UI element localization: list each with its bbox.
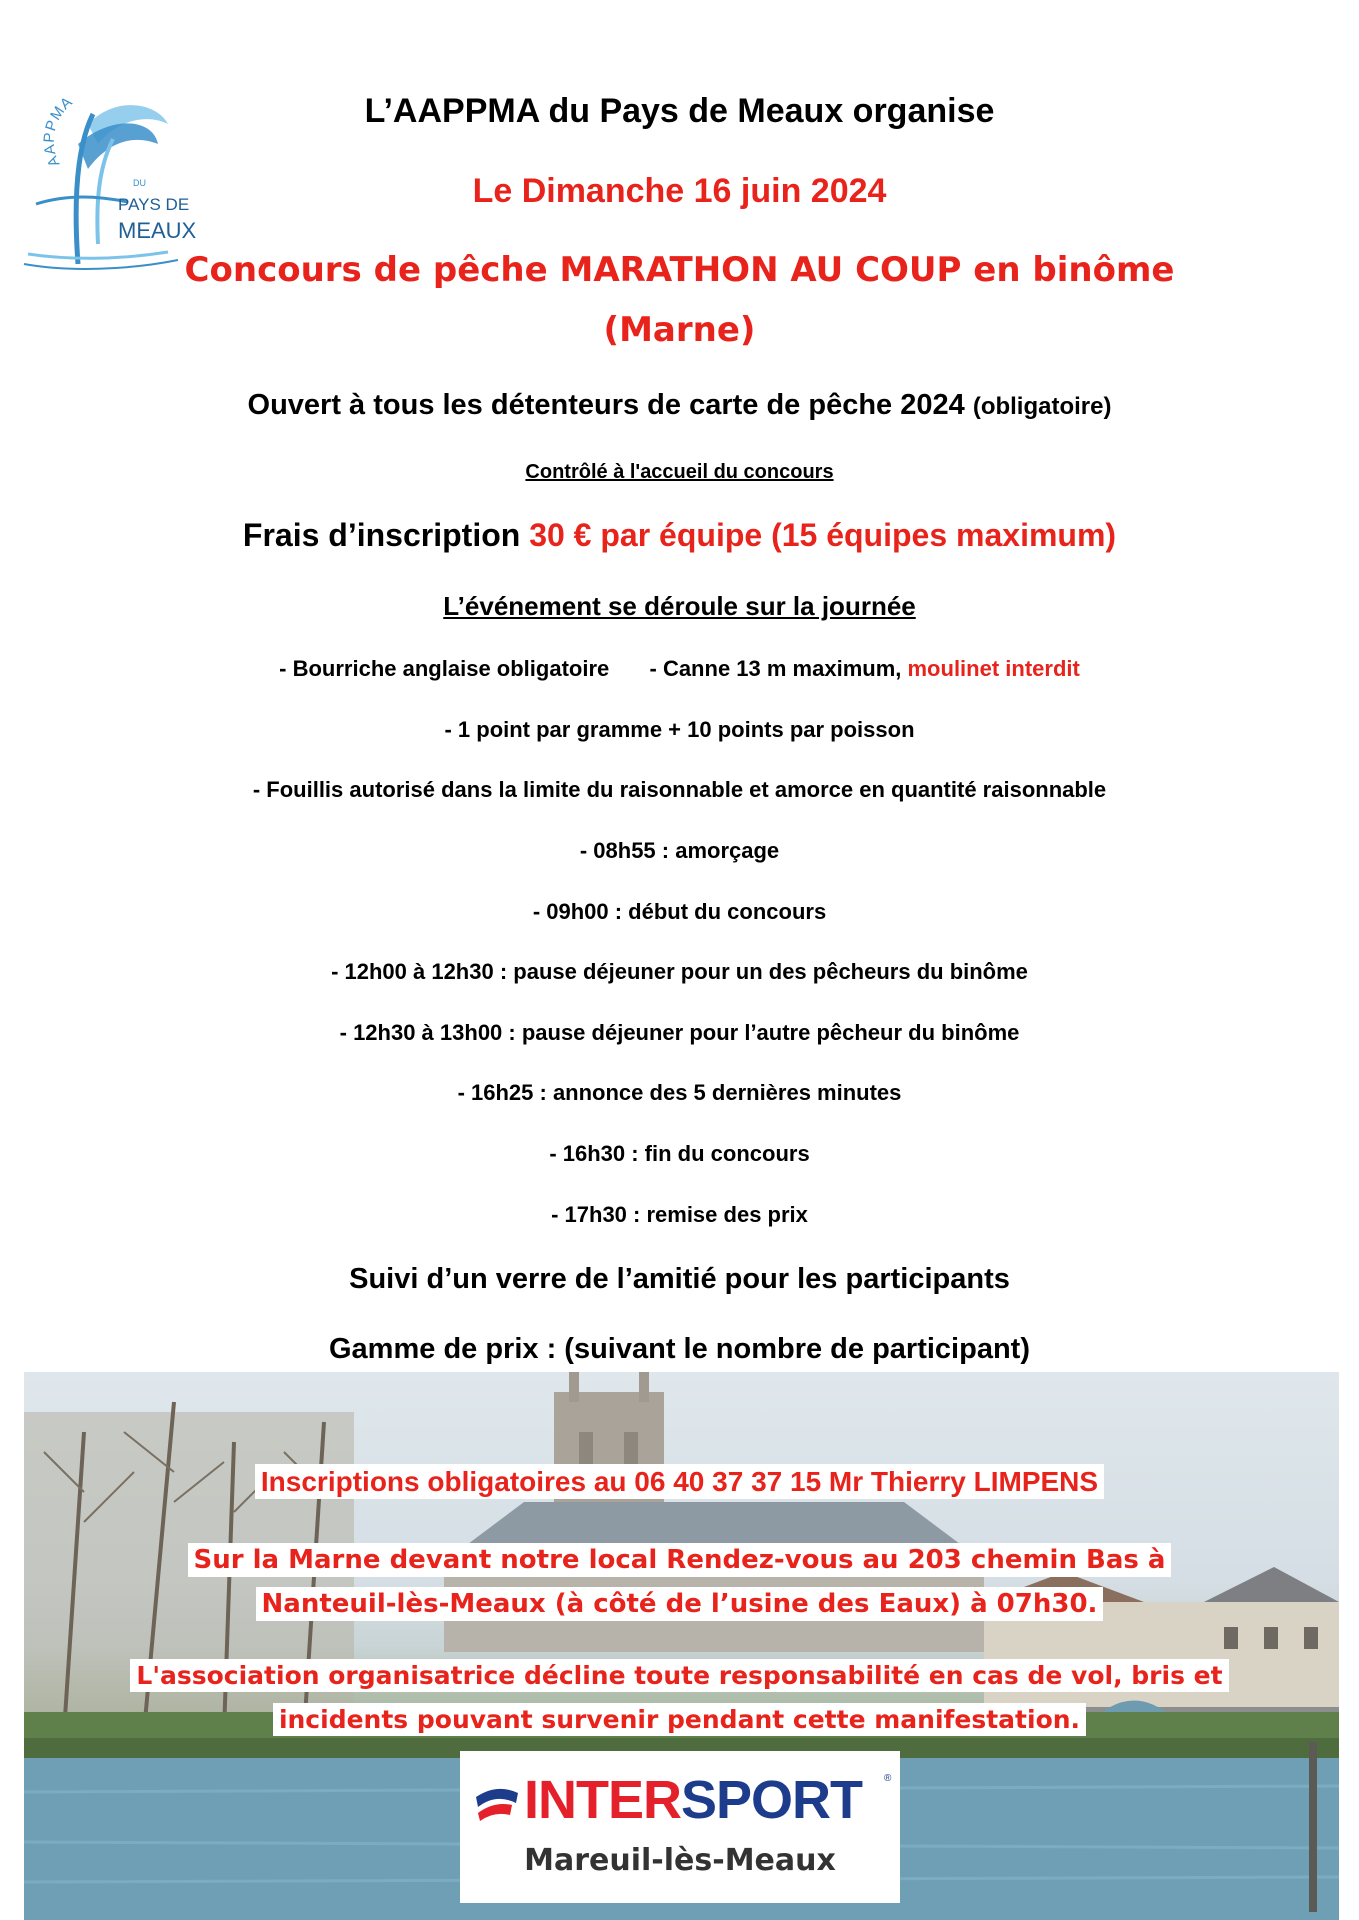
meeting-notice-line1: Sur la Marne devant notre local Rendez-vous au 203 chemin Bas à xyxy=(188,1543,1172,1577)
control-note: Contrôlé à l'accueil du concours xyxy=(525,461,834,483)
schedule-item: - 12h30 à 13h00 : pause déjeuner pour l’autre pêcheur du binôme xyxy=(339,1020,1020,1045)
schedule-item: - 08h55 : amorçage xyxy=(579,838,780,863)
rule-bait: - Fouillis autorisé dans la limite du raisonnable et amorce en quantité raisonnable xyxy=(252,777,1107,802)
schedule-item: - 17h30 : remise des prix xyxy=(551,1202,808,1227)
sponsor-name-sport: SPORT xyxy=(681,1770,863,1830)
rule-points: - 1 point par gramme + 10 points par poisson xyxy=(444,717,915,742)
eligibility-line xyxy=(0,389,1359,422)
prize-range: Gamme de prix : (suivant le nombre de participant) xyxy=(329,1333,1030,1365)
sponsor-name xyxy=(524,1769,862,1831)
registration-notice-wrap xyxy=(0,1466,1359,1498)
disclaimer-line2: incidents pouvant survenir pendant cette manifestation. xyxy=(273,1703,1086,1736)
logo-pays-de: PAYS DE xyxy=(118,195,190,214)
disclaimer-line2-wrap xyxy=(0,1705,1359,1734)
disclaimer-line1: L'association organisatrice décline toute responsabilité en cas de vol, bris et xyxy=(130,1659,1228,1692)
schedule-item: - 16h25 : annonce des 5 dernières minutes xyxy=(457,1080,902,1105)
eligibility-note: (obligatoire) xyxy=(972,393,1112,420)
friendship-drink: Suivi d’un verre de l’amitié pour les participants xyxy=(349,1263,1010,1295)
sponsor-logo xyxy=(460,1751,900,1903)
fees-label: Frais d’inscription xyxy=(242,517,521,553)
logo-arc-text: AAPPMA xyxy=(40,93,77,170)
rule-line-equipment xyxy=(0,656,1359,682)
meeting-notice-line2: Nanteuil-lès-Meaux (à côté de l’usine des Eaux) à 07h30. xyxy=(256,1587,1104,1621)
schedule-item: - 12h00 à 12h30 : pause déjeuner pour un des pêcheurs du binôme xyxy=(331,959,1028,984)
fees-value: 30 € par équipe (15 équipes maximum) xyxy=(529,517,1117,553)
intersport-mark-icon xyxy=(472,1779,522,1825)
logo-du: DU xyxy=(133,178,146,188)
rule-pole: - Canne 13 m maximum, xyxy=(649,656,902,681)
event-location: (Marne) xyxy=(603,310,756,350)
registration-notice: Inscriptions obligatoires au 06 40 37 37 15 Mr Thierry LIMPENS xyxy=(255,1464,1104,1499)
sponsor-registered-mark: ® xyxy=(884,1773,892,1784)
fees-line xyxy=(0,517,1359,554)
schedule-item: - 09h00 : début du concours xyxy=(532,899,827,924)
event-date: Le Dimanche 16 juin 2024 xyxy=(472,172,887,210)
rule-keepnet: - Bourriche anglaise obligatoire xyxy=(279,656,610,681)
organizer-line: L’AAPPMA du Pays de Meaux organise xyxy=(364,92,995,130)
day-heading: L’événement se déroule sur la journée xyxy=(443,591,916,621)
eligibility-text: Ouvert à tous les détenteurs de carte de pêche 2024 xyxy=(247,389,965,421)
event-title: Concours de pêche MARATHON AU COUP en binôme xyxy=(184,250,1175,290)
sponsor-name-inter: INTER xyxy=(524,1770,681,1830)
sponsor-city: Mareuil-lès-Meaux xyxy=(524,1843,836,1878)
meeting-notice-line2-wrap xyxy=(0,1589,1359,1619)
disclaimer-line1-wrap xyxy=(0,1661,1359,1690)
rule-reel-banned: moulinet interdit xyxy=(907,656,1080,681)
schedule-item: - 16h30 : fin du concours xyxy=(549,1141,810,1166)
meeting-notice-line1-wrap xyxy=(0,1545,1359,1575)
logo-meaux: MEAUX xyxy=(118,218,197,243)
